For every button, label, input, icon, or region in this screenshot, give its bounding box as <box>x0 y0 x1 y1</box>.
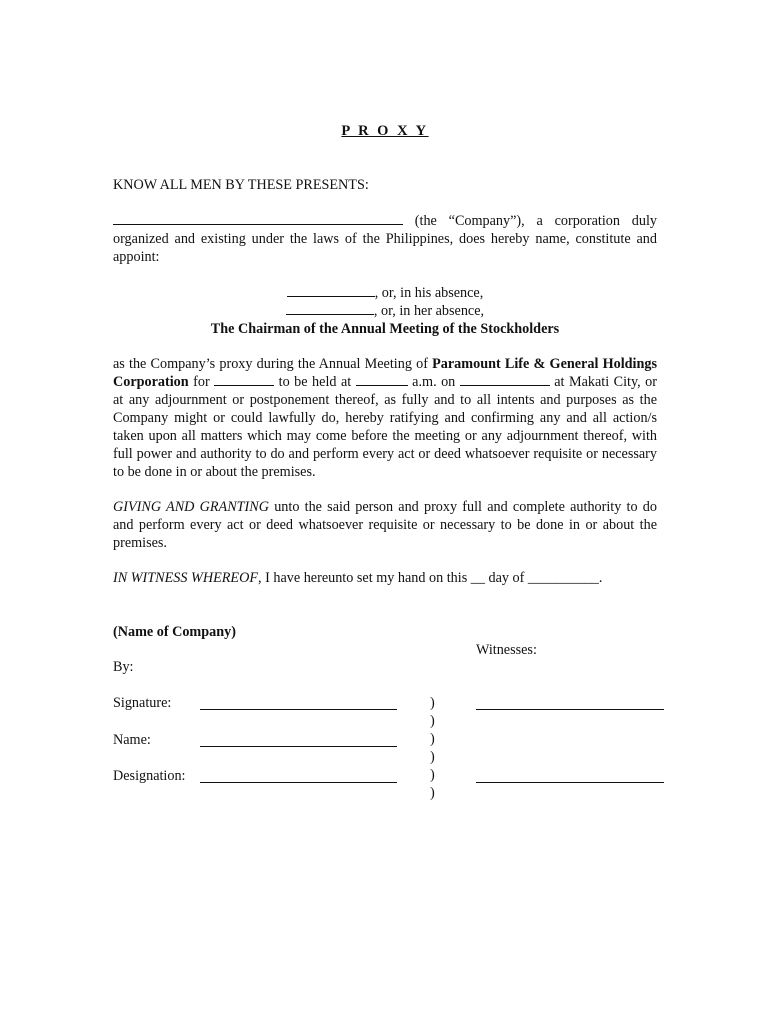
meeting-date-blank[interactable] <box>460 373 550 386</box>
company-name-blank[interactable] <box>113 212 403 225</box>
designation-label: Designation: <box>113 768 186 784</box>
proxy-paragraph: as the Company’s proxy during the Annual Meeting of Paramount Life & General Holdings Corporation for to be held at a.m. on at Makati City, or at any adjournment or postponement thereof, as fully and to all intents and purposes as the Company might or could lawfully do, hereby ratifying and confirming any and all action/s taken upon all matters which may come before the meeting or any adjournment thereof, with full power and authority to do and perform every act or deed whatsoever requisite or necessary to be done in or about the premises. <box>113 356 658 480</box>
meeting-purpose-blank[interactable] <box>214 373 274 386</box>
meeting-time-blank[interactable] <box>356 373 408 386</box>
bracket-paren: ) <box>430 785 435 801</box>
bracket-paren: ) <box>430 695 435 711</box>
appointee-line-1: , or, in his absence, <box>113 284 657 302</box>
bracket-paren: ) <box>430 713 435 729</box>
signature-label: Signature: <box>113 695 172 711</box>
company-paragraph: (the “Company”), a corporation duly organized and existing under the laws of the Philippines, does hereby name, constitute and appoint: <box>113 213 657 265</box>
appointee-1-blank[interactable] <box>287 284 375 297</box>
witness-whereof-paragraph: IN WITNESS WHEREOF, I have hereunto set my hand on this __ day of __________. <box>113 570 603 586</box>
signature-line[interactable] <box>200 709 397 710</box>
by-label: By: <box>113 659 134 675</box>
appointee-2-blank[interactable] <box>286 302 374 315</box>
company-name-label: (Name of Company) <box>113 624 236 640</box>
witness-1-line[interactable] <box>476 709 664 710</box>
bracket-paren: ) <box>430 749 435 765</box>
witnesses-label: Witnesses: <box>476 642 537 658</box>
granting-paragraph: GIVING AND GRANTING unto the said person and proxy full and complete authority to do and perform every act or deed whatsoever requisite or necessary to be done in or about the premises. <box>113 499 657 551</box>
intro-line: KNOW ALL MEN BY THESE PRESENTS: <box>113 177 369 193</box>
designation-line[interactable] <box>200 782 397 783</box>
bracket-paren: ) <box>430 767 435 783</box>
witness-2-line[interactable] <box>476 782 664 783</box>
chairman-line: The Chairman of the Annual Meeting of the Stockholders <box>210 321 560 337</box>
appointee-line-2: , or, in her absence, <box>113 302 657 320</box>
name-line[interactable] <box>200 746 397 747</box>
company-name: Paramount Life & General Holdings Corporation <box>113 356 657 390</box>
name-label: Name: <box>113 732 151 748</box>
bracket-paren: ) <box>430 731 435 747</box>
document-title: P R O X Y <box>341 123 429 139</box>
